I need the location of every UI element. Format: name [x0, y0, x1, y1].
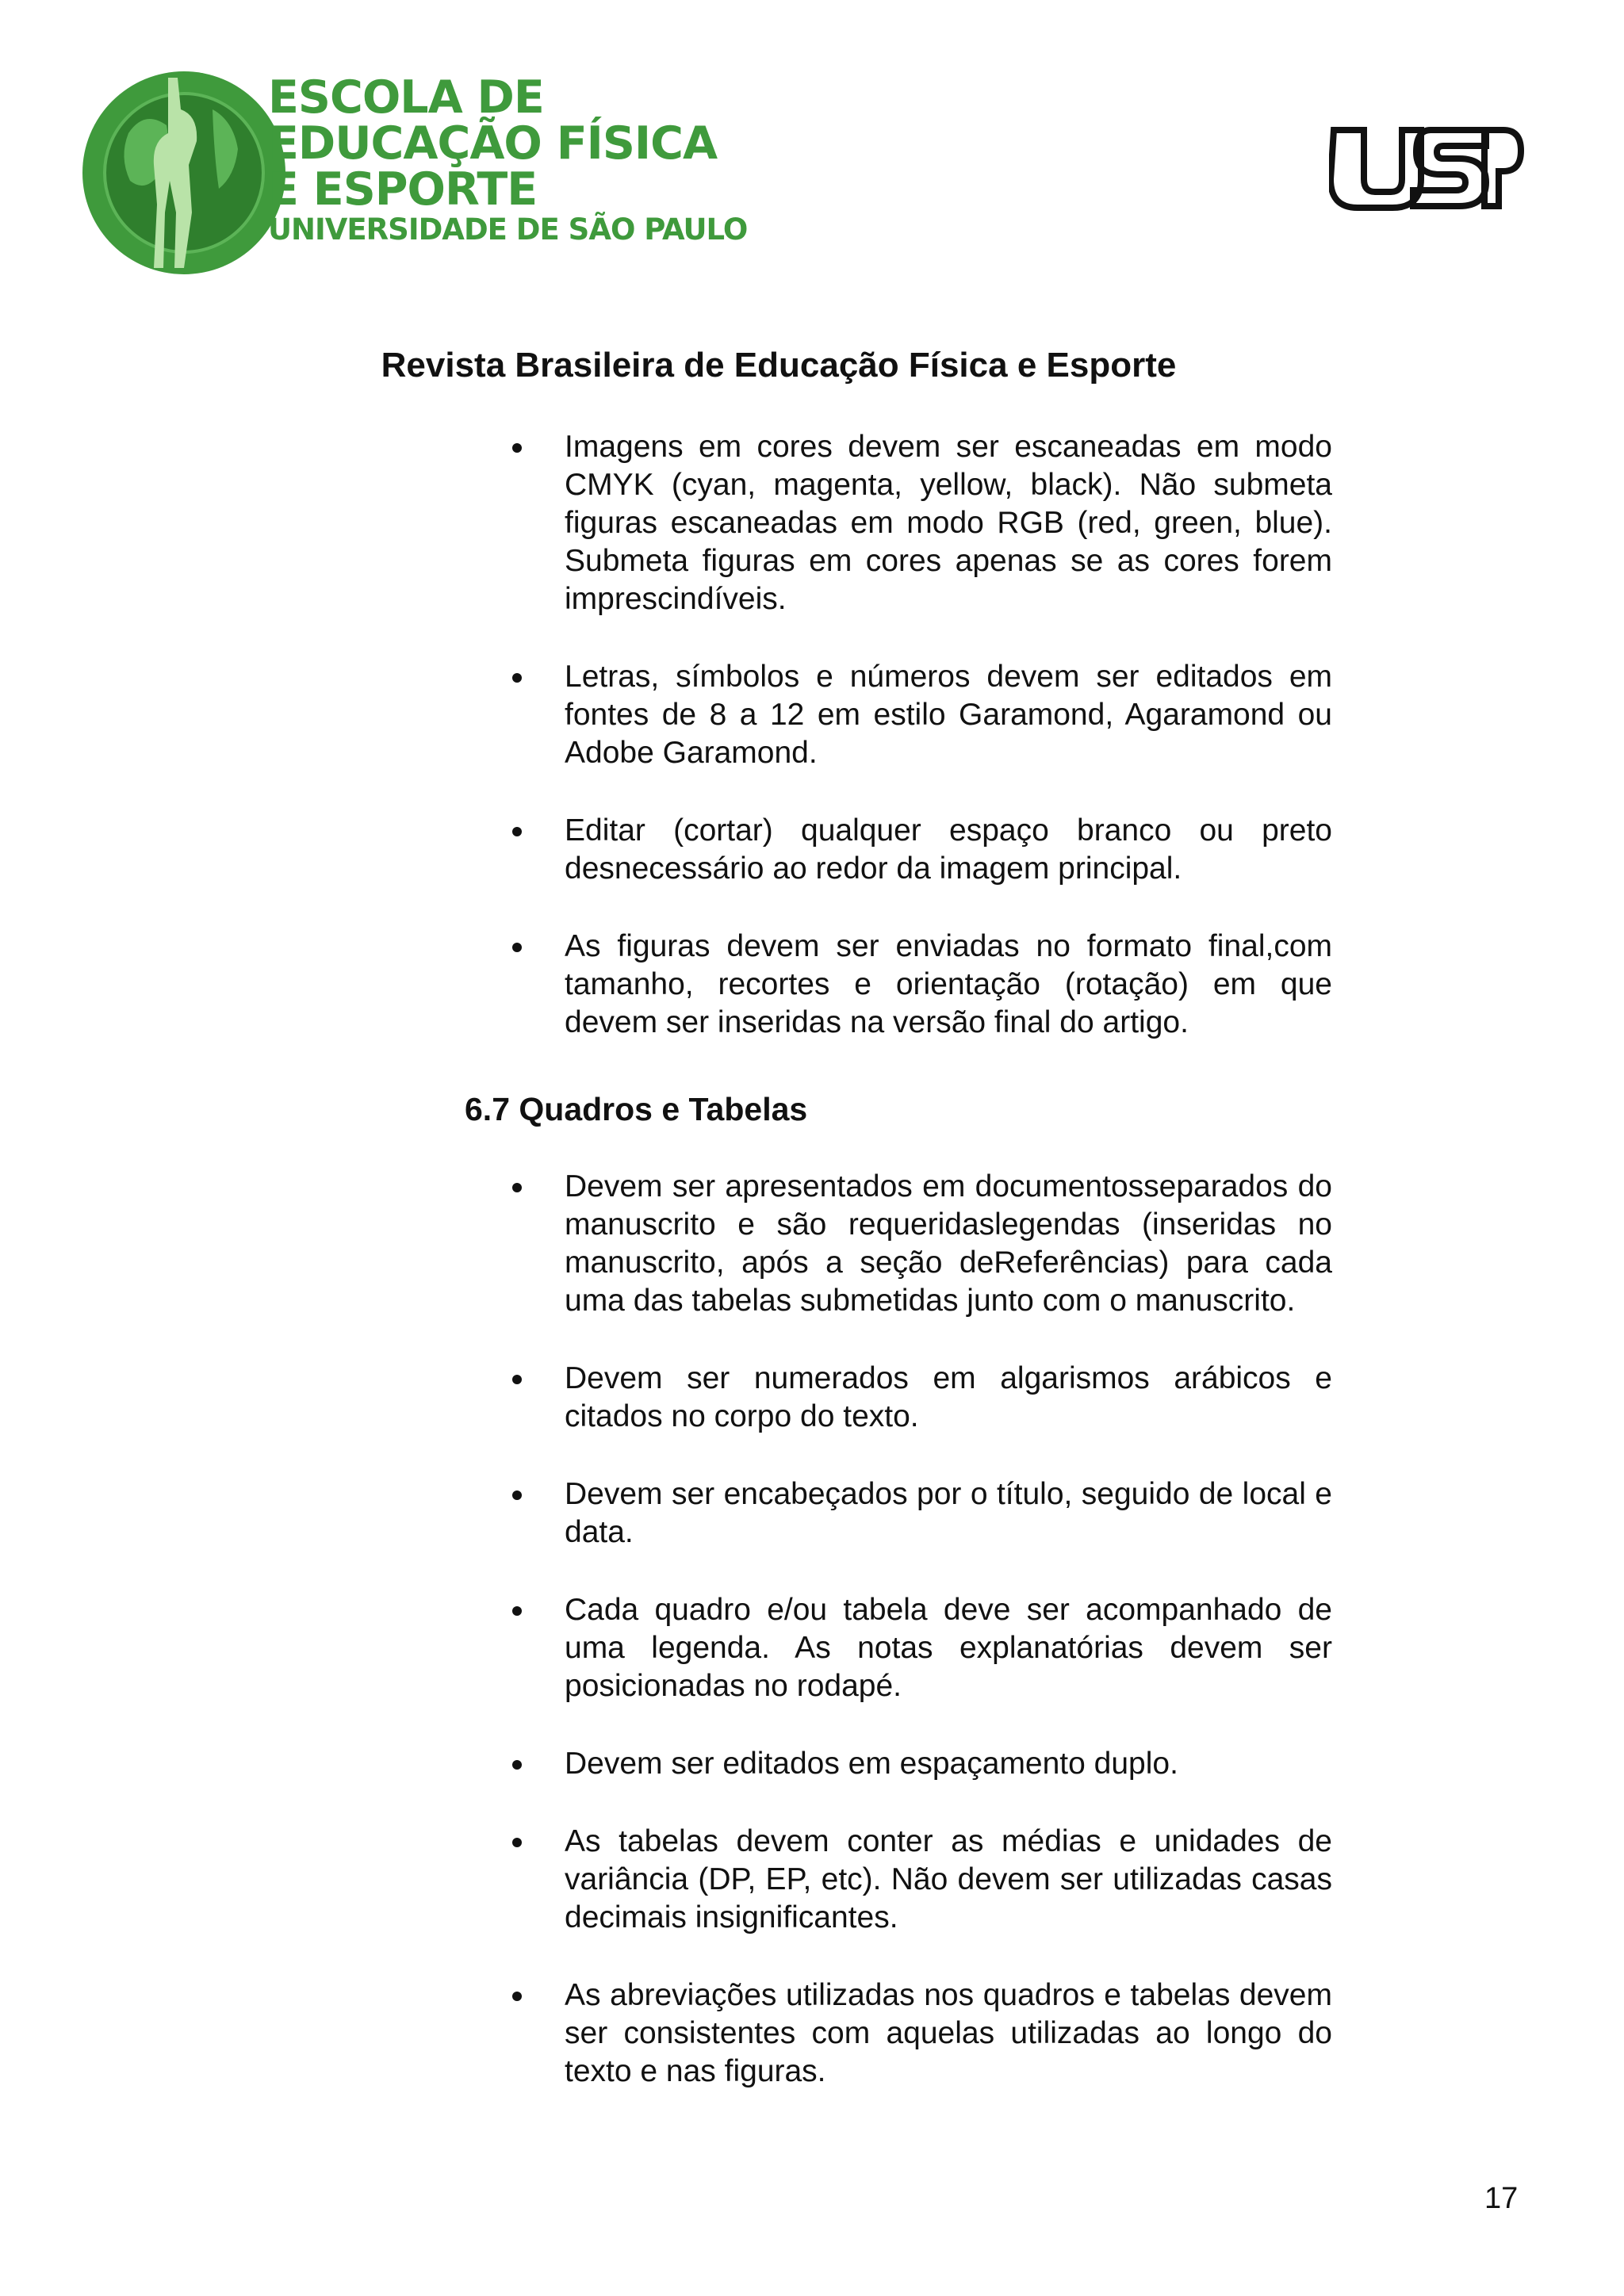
tables-guidelines-list [508, 1168, 1332, 2091]
list-item [508, 812, 1332, 888]
list-item-text: Letras, símbolos e números devem ser editados em fontes de 8 a 12 em estilo Garamond, Agaramond ou Adobe Garamond. [565, 660, 1332, 770]
list-item-text: Editar (cortar) qualquer espaço branco ou preto desnecessário ao redor da imagem principal. [565, 813, 1332, 886]
list-item [508, 658, 1332, 772]
document-body [465, 428, 1332, 2130]
bullet-icon [512, 673, 522, 683]
list-item [508, 428, 1332, 618]
list-item-text: As tabelas devem conter as médias e unidades de variância (DP, EP, etc). Não devem ser utilizadas casas decimais insignificantes. [565, 1824, 1332, 1934]
list-item-text: Devem ser editados em espaçamento duplo. [565, 1747, 1178, 1781]
institution-line-3: E ESPORTE [268, 163, 538, 216]
bullet-icon [512, 1375, 522, 1384]
list-item-text: Imagens em cores devem ser escaneadas em modo CMYK (cyan, magenta, yellow, black). Não submeta figuras escaneadas em modo RGB (red, green, blue). Submeta figuras em cores apenas se as cores forem imprescindíveis. [565, 430, 1332, 616]
page-number: 17 [1484, 2182, 1519, 2215]
bullet-icon [512, 1183, 522, 1192]
list-item [508, 1745, 1332, 1783]
list-item-text: Cada quadro e/ou tabela deve ser acompanhado de uma legenda. As notas explanatórias devem ser posicionadas no rodapé. [565, 1593, 1332, 1703]
page-header [0, 0, 1624, 301]
list-item-text: Devem ser numerados em algarismos arábicos e citados no corpo do texto. [565, 1361, 1332, 1433]
list-item [508, 1168, 1332, 1320]
university-name: UNIVERSIDADE DE SÃO PAULO [268, 212, 748, 247]
list-item-text: As figuras devem ser enviadas no formato final,com tamanho, recortes e orientação (rotação) em que devem ser inseridas na versão final do artigo. [565, 929, 1332, 1039]
institution-name [268, 71, 748, 247]
list-item [508, 1360, 1332, 1436]
list-item [508, 928, 1332, 1042]
usp-logo [1329, 124, 1526, 212]
bullet-icon [512, 827, 522, 836]
bullet-icon [512, 1760, 522, 1770]
list-item [508, 1823, 1332, 1937]
bullet-icon [512, 1606, 522, 1616]
list-item-text: Devem ser apresentados em documentosseparados do manuscrito e são requeridaslegendas (inseridas no manuscrito, após a seção deReferências) para cada uma das tabelas submetidas junto com o manuscrito. [565, 1169, 1332, 1318]
bullet-icon [512, 1490, 522, 1500]
list-item [508, 1591, 1332, 1705]
institution-line-2: EDUCAÇÃO FÍSICA [268, 117, 718, 170]
bullet-icon [512, 1992, 522, 2001]
list-item-text: As abreviações utilizadas nos quadros e tabelas devem ser consistentes com aquelas utilizadas ao longo do texto e nas figuras. [565, 1978, 1332, 2088]
bullet-icon [512, 1838, 522, 1847]
list-item [508, 1976, 1332, 2091]
list-item-text: Devem ser encabeçados por o título, seguido de local e data. [565, 1477, 1332, 1549]
section-heading: 6.7 Quadros e Tabelas [465, 1091, 808, 1127]
journal-title: Revista Brasileira de Educação Física e Esporte [381, 346, 1177, 385]
list-item [508, 1475, 1332, 1552]
bullet-icon [512, 443, 522, 453]
figures-guidelines-list [508, 428, 1332, 1042]
institution-line-1: ESCOLA DE [268, 71, 544, 124]
eefe-emblem-logo [73, 62, 297, 277]
bullet-icon [512, 943, 522, 952]
